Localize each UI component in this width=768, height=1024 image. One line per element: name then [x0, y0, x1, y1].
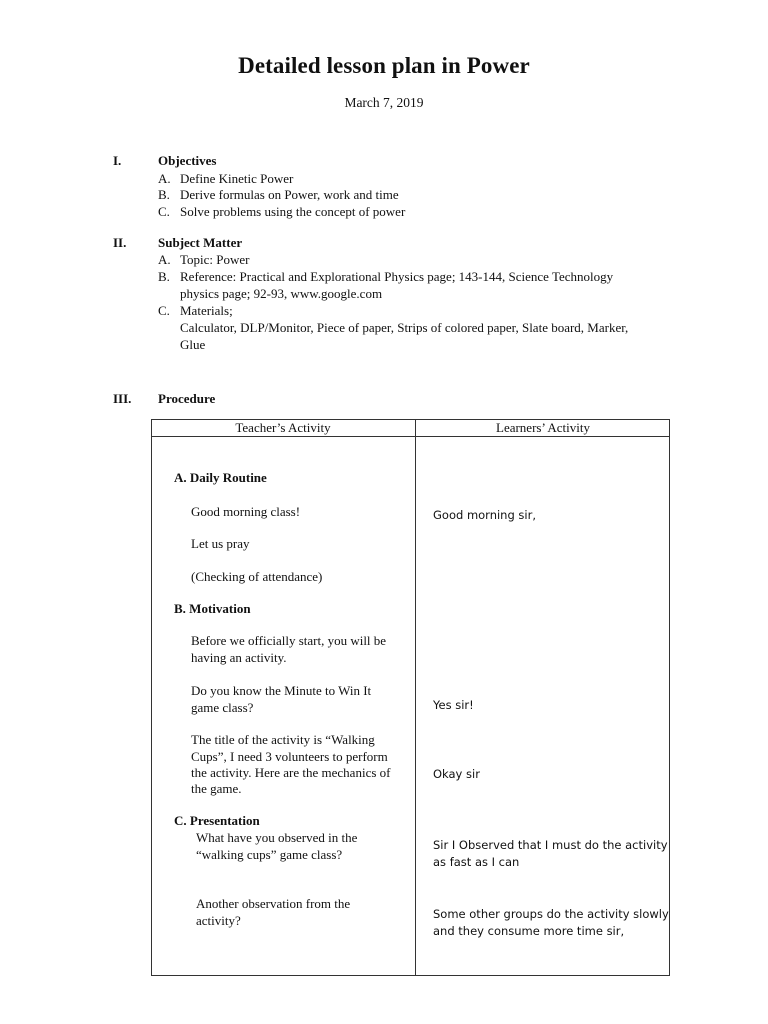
list-item-continuation: Glue	[180, 337, 206, 352]
teacher-line: the game.	[191, 781, 242, 796]
list-item: B. Reference: Practical and Explorational Physics page; 143-144, Science Technology	[158, 269, 614, 284]
learner-response: Some other groups do the activity slowly	[433, 907, 669, 921]
learner-response: and they consume more time sir,	[433, 924, 625, 938]
teacher-line: the activity. Here are the mechanics of	[191, 765, 391, 780]
list-item: C. Materials;	[158, 303, 233, 318]
table-column-divider	[415, 419, 416, 976]
list-item-continuation: physics page; 92-93, www.google.com	[180, 286, 383, 301]
table-header-teacher: Teacher’s Activity	[235, 420, 331, 435]
learner-response: Sir I Observed that I must do the activity	[433, 838, 668, 852]
subheading-daily-routine: A. Daily Routine	[174, 470, 267, 485]
teacher-line: Let us pray	[191, 536, 250, 551]
teacher-line: having an activity.	[191, 650, 287, 665]
list-item: A. Define Kinetic Power	[158, 171, 294, 186]
learner-response: as fast as I can	[433, 855, 520, 869]
teacher-line: game class?	[191, 700, 254, 715]
list-item: C. Solve problems using the concept of power	[158, 204, 406, 219]
table-header-learners: Learners’ Activity	[496, 420, 590, 435]
section-heading-subject-matter: Subject Matter	[158, 235, 243, 250]
section-heading-objectives: Objectives	[158, 153, 217, 168]
teacher-line: (Checking of attendance)	[191, 569, 323, 584]
document-title: Detailed lesson plan in Power	[238, 53, 530, 78]
section-number: II.	[113, 235, 127, 250]
teacher-line: activity?	[196, 913, 241, 928]
teacher-line: Another observation from the	[196, 896, 351, 911]
teacher-line: “walking cups” game class?	[196, 847, 343, 862]
document-date: March 7, 2019	[344, 95, 424, 110]
subheading-presentation: C. Presentation	[174, 813, 260, 828]
teacher-line: Good morning class!	[191, 504, 301, 519]
list-item: A. Topic: Power	[158, 252, 250, 267]
list-item-continuation: Calculator, DLP/Monitor, Piece of paper, Strips of colored paper, Slate board, Marker,	[180, 320, 629, 335]
section-number: I.	[113, 153, 122, 168]
section-heading-procedure: Procedure	[158, 391, 216, 406]
teacher-line: Cups”, I need 3 volunteers to perform	[191, 749, 388, 764]
learner-response: Okay sir	[433, 767, 480, 781]
table-header-divider	[151, 436, 670, 437]
subheading-motivation: B. Motivation	[174, 601, 251, 616]
learner-response: Good morning sir,	[433, 508, 537, 522]
section-number: III.	[113, 391, 132, 406]
learner-response: Yes sir!	[433, 698, 474, 712]
teacher-line: Before we officially start, you will be	[191, 633, 387, 648]
teacher-line: What have you observed in the	[196, 830, 358, 845]
teacher-line: Do you know the Minute to Win It	[191, 683, 372, 698]
teacher-line: The title of the activity is “Walking	[191, 732, 375, 747]
list-item: B. Derive formulas on Power, work and time	[158, 187, 399, 202]
